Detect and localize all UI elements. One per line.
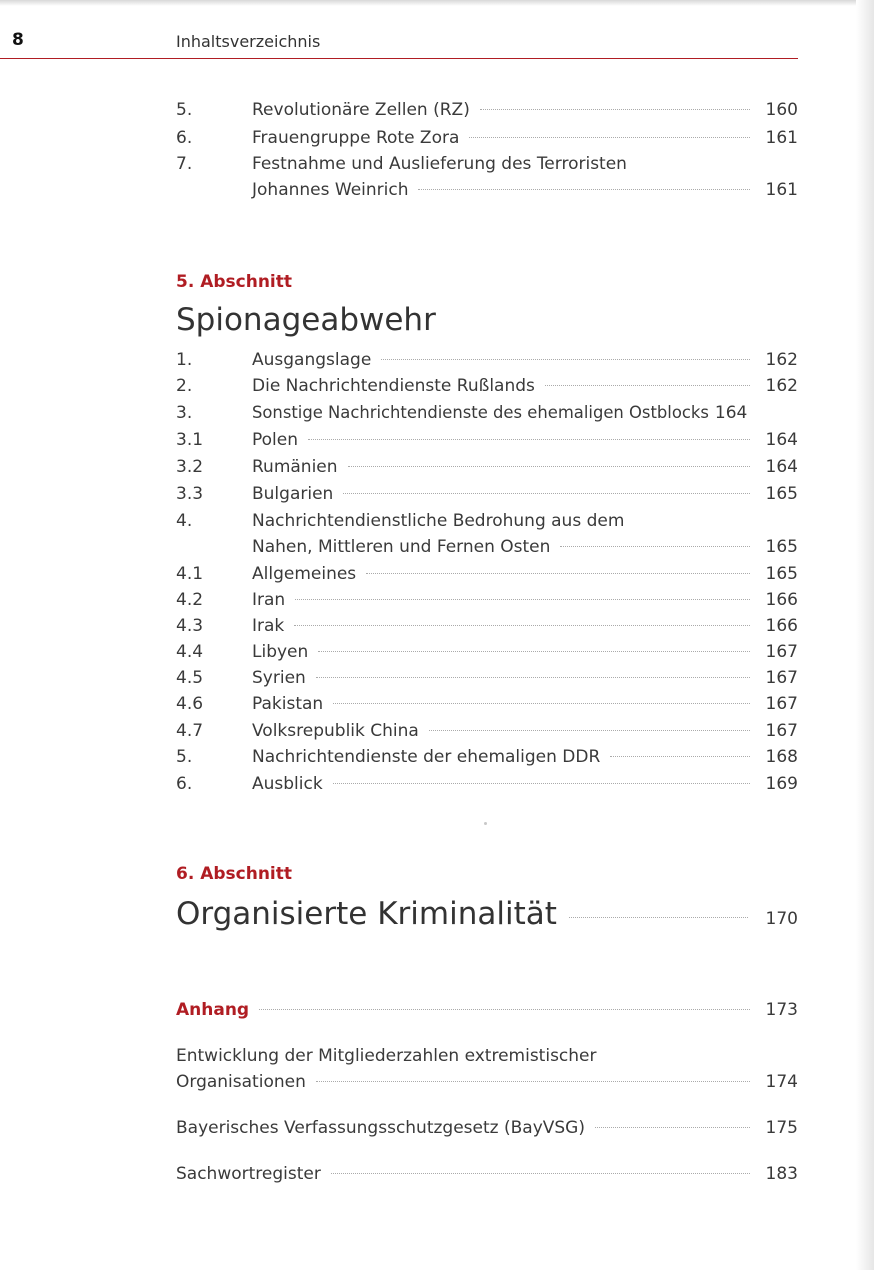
toc-title: Allgemeines [252,564,357,584]
toc-page: 167 [765,694,798,714]
toc-page: 167 [765,721,798,741]
running-head: Inhaltsverzeichnis [176,32,321,51]
toc-number: 4.3 [176,616,204,636]
section-heading: Spionageabwehr [176,302,436,338]
toc-row[interactable] [176,770,798,798]
toc-title: Festnahme und Auslieferung des Terroristen [252,154,627,174]
dot-leader [569,916,748,918]
toc-number: 4. [176,511,193,531]
toc-title-continued: Organisationen [176,1072,306,1092]
toc-row[interactable] [176,507,798,535]
toc-page: 166 [765,590,798,610]
toc-number: 3.2 [176,457,204,477]
dot-leader [418,188,750,190]
toc-row[interactable] [176,560,798,588]
toc-row[interactable] [176,690,798,718]
toc-title: Syrien [252,668,306,688]
toc-title: Ausgangslage [252,350,372,370]
toc-page: 166 [765,616,798,636]
toc-page: 175 [765,1118,798,1138]
toc-title: Die Nachrichtendienste Rußlands [252,376,535,396]
section-label: 6. Abschnitt [176,864,293,884]
toc-row[interactable] [176,743,798,771]
toc-row[interactable] [176,480,798,508]
toc-title: Frauengruppe Rote Zora [252,128,460,148]
toc-title: Libyen [252,642,309,662]
dot-leader [295,598,750,600]
toc-title: Ausblick [252,774,323,794]
toc-page: 165 [765,537,798,557]
toc-page: 165 [765,484,798,504]
toc-title: Irak [252,616,285,636]
scan-right-shadow [856,0,874,1270]
toc-row[interactable] [176,638,798,666]
toc-title: Entwicklung der Mitgliederzahlen extremistischer [176,1046,597,1066]
toc-page: 164 [714,403,748,423]
toc-page: 160 [765,100,798,120]
dot-leader [294,624,750,626]
toc-row[interactable] [176,372,798,400]
toc-number: 4.7 [176,721,204,741]
dot-leader [381,358,750,360]
toc-row-continuation[interactable] [176,1068,798,1096]
toc-row-appendix[interactable] [176,996,798,1024]
dot-leader [331,1172,750,1174]
toc-row[interactable] [176,426,798,454]
toc-page: 170 [765,909,798,929]
toc-page: 167 [765,642,798,662]
toc-page: 167 [765,668,798,688]
toc-title: Bayerisches Verfassungsschutzgesetz (BayVSG) [176,1118,585,1138]
dot-leader [333,782,750,784]
toc-row-continuation[interactable] [176,533,798,561]
toc-number: 7. [176,154,193,174]
toc-number: 1. [176,350,193,370]
appendix-label: Anhang [176,1000,250,1020]
toc-row-continuation[interactable] [176,176,798,204]
toc-row[interactable] [176,717,798,745]
dot-leader [316,676,750,678]
toc-row[interactable] [176,150,798,178]
dot-leader [560,545,750,547]
dot-leader [469,136,750,138]
dot-leader [316,1080,750,1082]
toc-number: 4.2 [176,590,204,610]
dot-leader [545,384,750,386]
dot-leader [610,755,750,757]
toc-title-continued: Johannes Weinrich [252,180,409,200]
toc-number: 5. [176,747,193,767]
toc-number: 6. [176,128,193,148]
toc-row[interactable] [176,586,798,614]
toc-row[interactable] [176,124,798,152]
toc-title: Rumänien [252,457,338,477]
toc-title: Nachrichtendienste der ehemaligen DDR [252,747,601,767]
section-label: 5. Abschnitt [176,272,293,292]
toc-row-large[interactable] [176,896,798,940]
toc-title: Iran [252,590,286,610]
toc-page: 161 [765,128,798,148]
toc-row[interactable] [176,1042,798,1070]
toc-title-continued: Nahen, Mittleren und Fernen Osten [252,537,551,557]
toc-page: 169 [765,774,798,794]
section-heading: Organisierte Kriminalität [176,896,557,932]
toc-title: Pakistan [252,694,324,714]
dot-leader [318,650,750,652]
header-rule [0,58,798,59]
toc-row[interactable] [176,453,798,481]
toc-number: 3. [176,403,193,423]
toc-page: 164 [765,430,798,450]
toc-page: 165 [765,564,798,584]
toc-number: 4.6 [176,694,204,714]
toc-number: 5. [176,100,193,120]
toc-page: 162 [765,376,798,396]
toc-row[interactable] [176,664,798,692]
toc-title: Nachrichtendienstliche Bedrohung aus dem [252,511,625,531]
toc-number: 2. [176,376,193,396]
toc-page: 183 [765,1164,798,1184]
toc-number: 4.5 [176,668,204,688]
toc-number: 3.1 [176,430,204,450]
dot-leader [259,1008,750,1010]
toc-row[interactable] [176,346,798,374]
toc-row[interactable] [176,612,798,640]
dot-leader [348,465,750,467]
toc-row[interactable] [176,399,798,427]
toc-page: 162 [765,350,798,370]
dot-leader [333,702,750,704]
dot-leader [343,492,750,494]
toc-page: 174 [765,1072,798,1092]
toc-number: 4.4 [176,642,204,662]
toc-title: Bulgarien [252,484,334,504]
toc-title: Revolutionäre Zellen (RZ) [252,100,470,120]
scan-top-shadow [0,0,874,6]
dot-leader [480,108,750,110]
toc-title: Volksrepublik China [252,721,419,741]
toc-number: 3.3 [176,484,204,504]
toc-row[interactable] [176,1160,798,1188]
toc-title: Polen [252,430,299,450]
toc-row[interactable] [176,1114,798,1142]
page-number: 8 [12,30,24,50]
dot-leader [429,729,750,731]
scan-speck [484,822,487,825]
toc-page: 161 [765,180,798,200]
toc-number: 4.1 [176,564,204,584]
dot-leader [308,438,750,440]
toc-title: Sonstige Nachrichtendienste des ehemaligen Ostblocks [252,403,709,422]
toc-page: 164 [765,457,798,477]
dot-leader [595,1126,750,1128]
toc-row[interactable] [176,96,798,124]
toc-title: Sachwortregister [176,1164,321,1184]
dot-leader [366,572,750,574]
toc-page: 168 [765,747,798,767]
toc-page: 173 [765,1000,798,1020]
toc-number: 6. [176,774,193,794]
